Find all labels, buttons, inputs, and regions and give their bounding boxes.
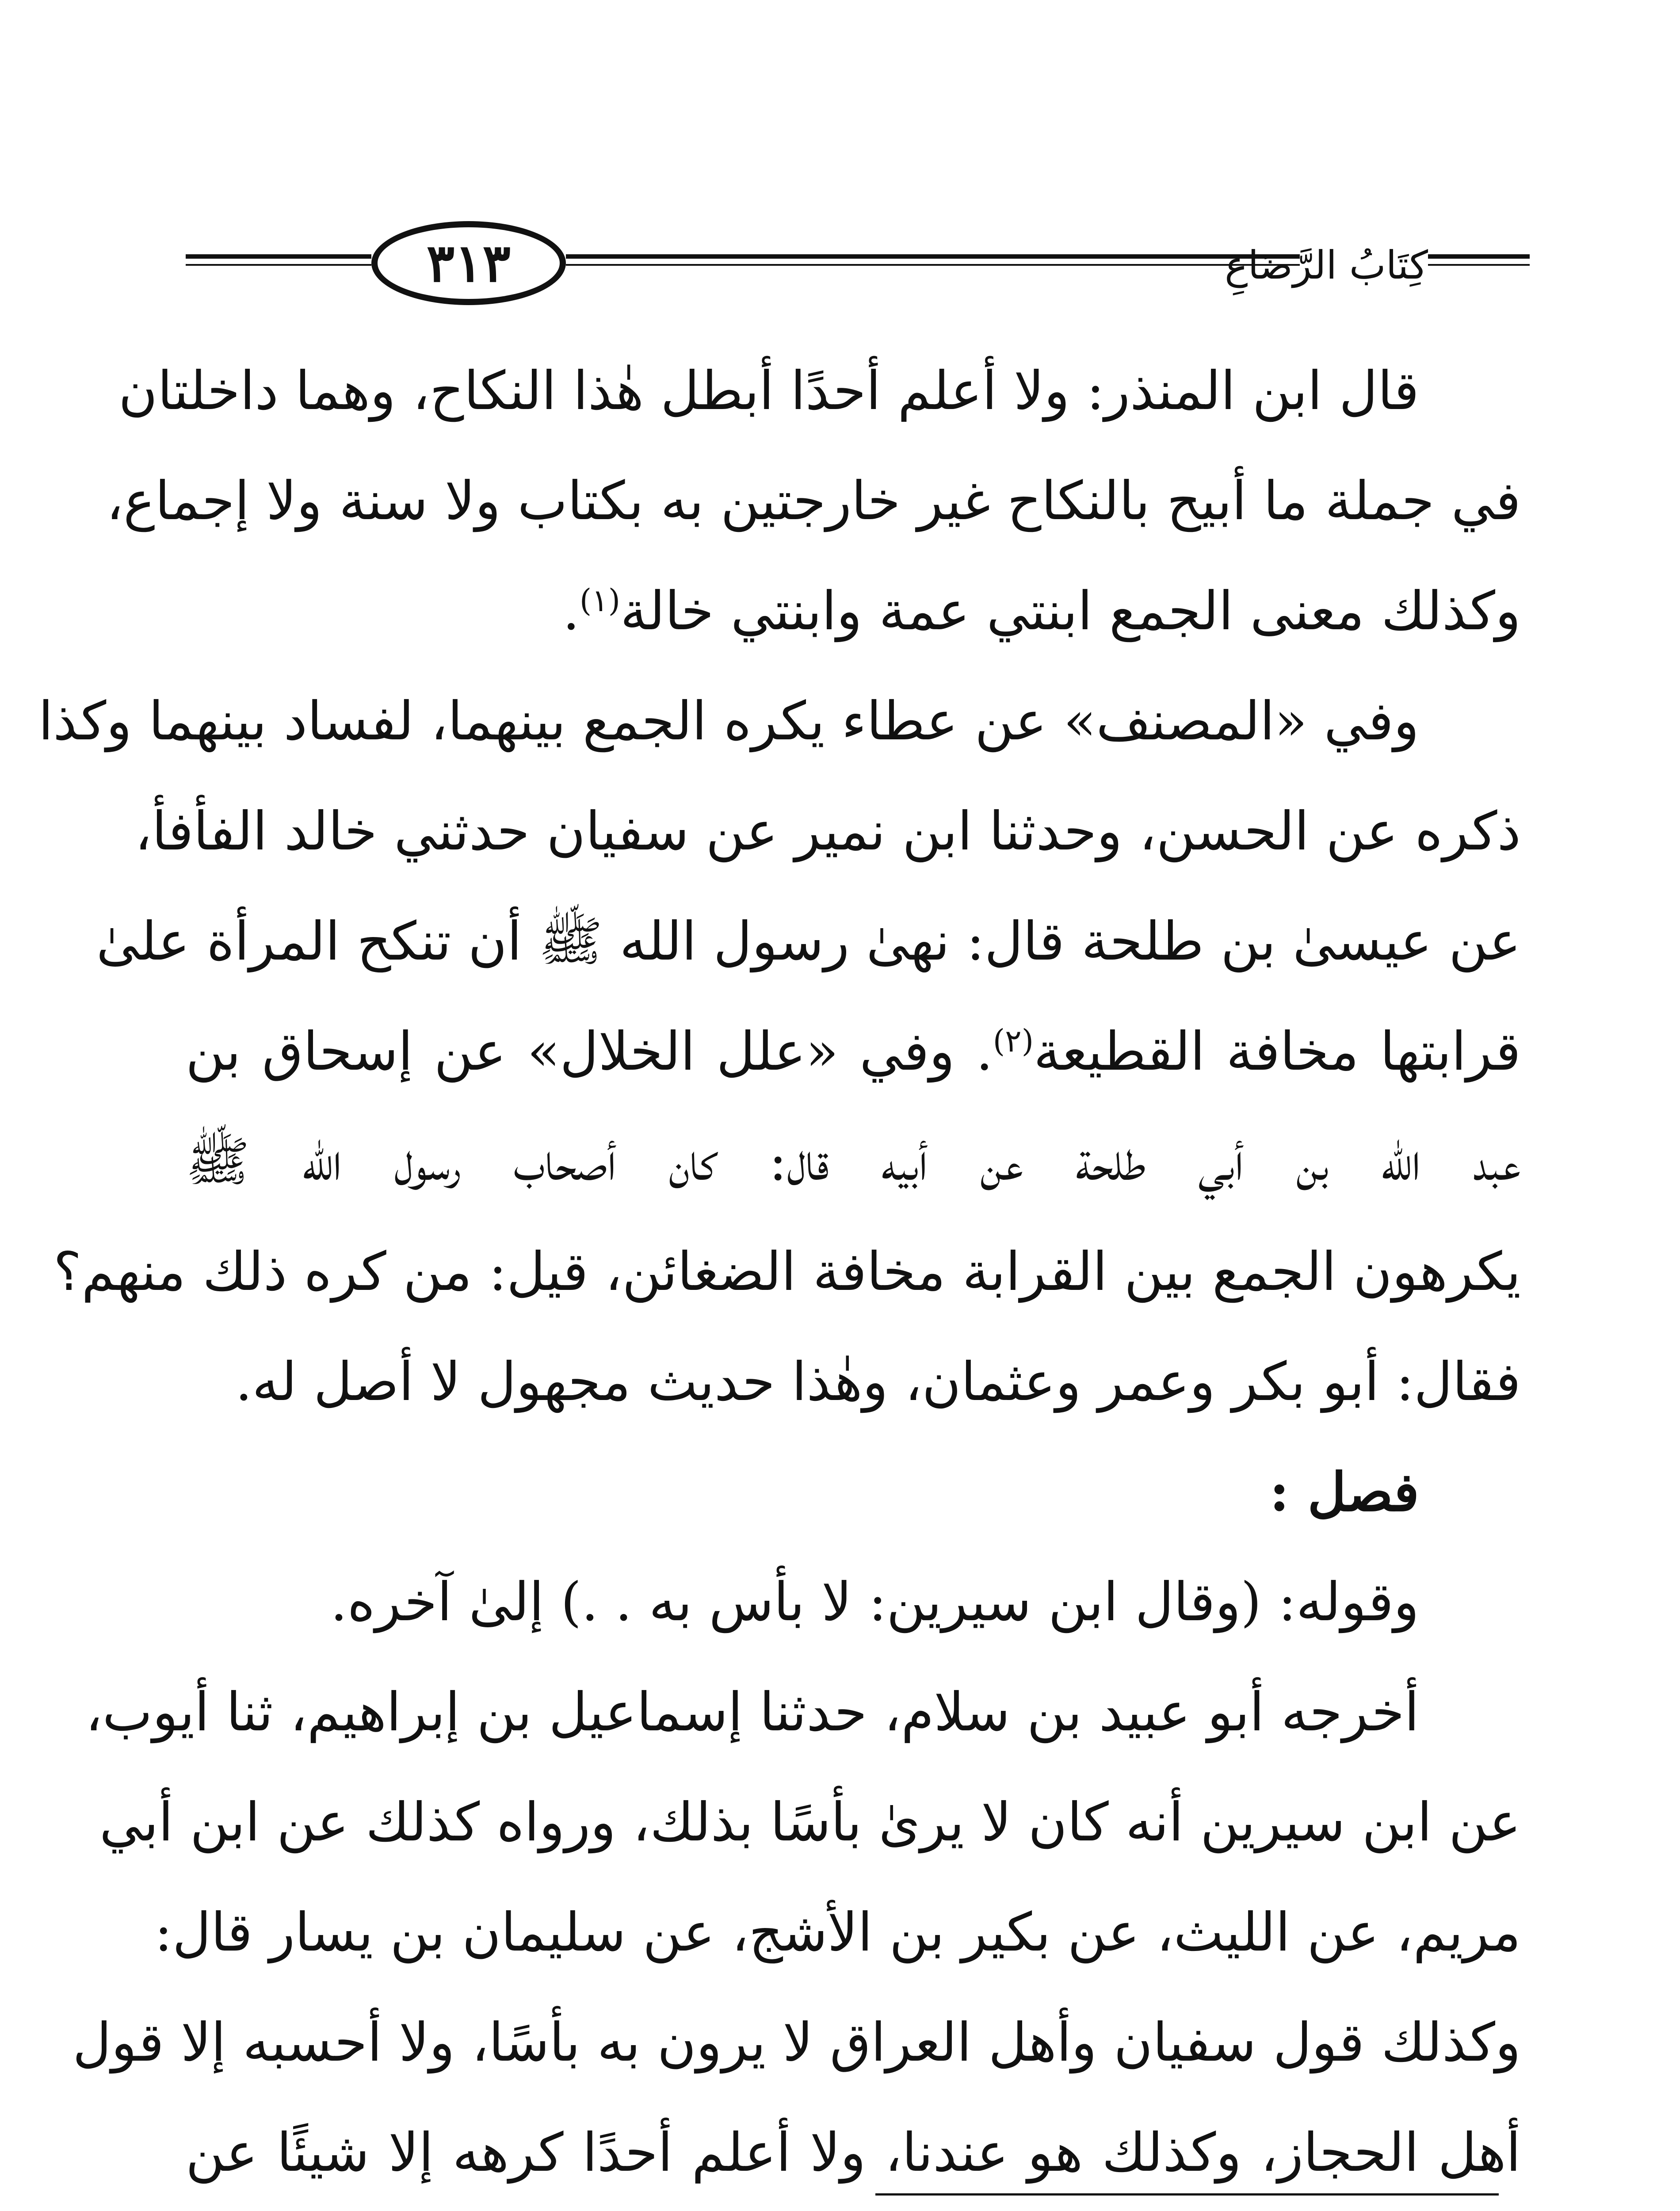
text-line: وكذلك معنى الجمع ابنتي عمة وابنتي خالة$^{(١)}$.: [562, 581, 1521, 642]
footnote-separator: [875, 2193, 1499, 2196]
text-line: وكذلك قول سفيان وأهل العراق لا يرون به بأسًا، ولا أحسبه إلا قول: [73, 2012, 1521, 2073]
text-line: مريم، عن الليث، عن بكير بن الأشج، عن سليمان بن يسار قال:: [154, 1902, 1521, 1963]
text-line: في جملة ما أبيح بالنكاح غير خارجتين به بكتاب ولا سنة ولا إجماع،: [106, 471, 1521, 532]
header-rule-middle: [566, 254, 1300, 266]
text-line: قرابتها مخافة القطيعة$^{(٢)}$. وفي «علل الخلال» عن إسحاق بن: [186, 1021, 1521, 1083]
running-title: كِتَابُ الرَّضَاعِ: [1225, 242, 1428, 288]
text-line: فقال: أبو بكر وعمر وعثمان، وهٰذا حديث مجهول لا أصل له.: [235, 1351, 1521, 1413]
text-line: عبد الله بن أبي طلحة عن أبيه قال: كان أصحاب رسول الله ﷺ: [186, 1131, 1521, 1193]
body-text: [38, 336, 1521, 2211]
text-line: وفي «المصنف» عن عطاء يكره الجمع بينهما، لفساد بينهما وكذا: [38, 691, 1419, 752]
text-line: قال ابن المنذر: ولا أعلم أحدًا أبطل هٰذا النكاح، وهما داخلتان: [118, 360, 1419, 422]
footnote-reference[interactable]: (١): [579, 582, 621, 619]
page-number-frame: [371, 221, 566, 305]
footnote-reference[interactable]: (٢): [993, 1023, 1034, 1059]
text-line: يكرهون الجمع بين القرابة مخافة الضغائن، قيل: من كره ذلك منهم؟: [53, 1241, 1521, 1303]
header-rule-right: [1428, 254, 1530, 266]
text-line: وقوله: (وقال ابن سيرين: لا بأس به . .) إلىٰ آخره.: [330, 1572, 1419, 1633]
text-line: عن ابن سيرين أنه كان لا يرىٰ بأسًا بذلك، ورواه كذلك عن ابن أبي: [99, 1792, 1521, 1853]
section-heading: فصل :: [1269, 1461, 1419, 1523]
page-header: [177, 212, 1530, 318]
text-line: أهل الحجاز، وكذلك هو عندنا، ولا أعلم أحدًا كرهه إلا شيئًا عن: [186, 2122, 1521, 2184]
header-rule-left: [186, 254, 371, 266]
text-line: عن عيسىٰ بن طلحة قال: نهىٰ رسول الله ﷺ أن تنكح المرأة علىٰ: [96, 911, 1521, 972]
text-line: ذكره عن الحسن، وحدثنا ابن نمير عن سفيان حدثني خالد الفأفأ،: [134, 801, 1521, 862]
text-line: أخرجه أبو عبيد بن سلام، حدثنا إسماعيل بن إبراهيم، ثنا أيوب،: [85, 1682, 1419, 1743]
page-number: ٣١٣: [426, 232, 511, 294]
text-line: [186, 2208, 1521, 2211]
